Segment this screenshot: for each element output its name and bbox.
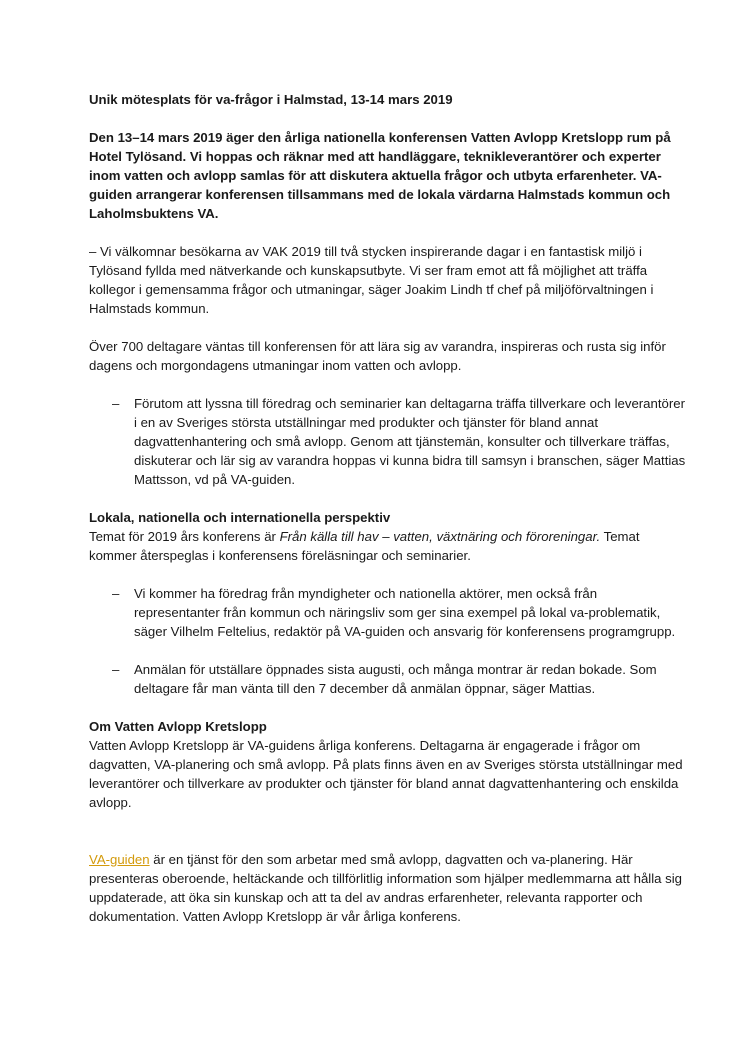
press-release-heading: Unik mötesplats för va-frågor i Halmstad, 13-14 mars 2019 (89, 92, 453, 107)
va-guiden-link[interactable]: VA-guiden (89, 852, 150, 867)
footer-paragraph (89, 850, 686, 926)
quote-bullet-registration (112, 660, 686, 698)
theme-text-start: Temat för 2019 års konferens är (89, 529, 280, 544)
theme-title: Från källa till hav – vatten, växtnäring och föroreningar. (279, 529, 601, 544)
quote-bullet-mattsson (112, 394, 686, 489)
section-title-perspectives: Lokala, nationella och internationella perspektiv (89, 510, 391, 525)
dash-marker: – (112, 586, 120, 601)
quote-bullet-feltelius (112, 584, 686, 641)
dash-marker: – (112, 396, 120, 411)
quote-paragraph-lindh: – Vi välkomnar besökarna av VAK 2019 till två stycken inspirerande dagar i en fantastisk miljö i Tylösand fyllda med nätverkande och kunskapsutbyte. Vi ser fram emot att få möjlighet att träffa kollegor i gemensamma frågor och utmaningar, säger Joakim Lindh tf chef på miljöförvaltningen i Halmstads kommun. (89, 244, 654, 316)
bullet-text: Vi kommer ha föredrag från myndigheter och nationella aktörer, men också från representanter från kommun och näringsliv som ger sina exempel på lokal va-problematik, säger Vilhelm Feltelius, redaktör på VA-guiden och ansvarig för konferensens programgrupp. (134, 586, 676, 639)
about-paragraph: Vatten Avlopp Kretslopp är VA-guidens årliga konferens. Deltagarna är engagerade i frågor om dagvatten, VA-planering och små avlopp. På plats finns även en av Sveriges största utställningar med leverantörer och tillverkare av produkter och tjänster för bland annat dagvattenhantering och enskilda avlopp. (89, 738, 683, 810)
bullet-text: Anmälan för utställare öppnades sista augusti, och många montrar är redan bokade. Som deltagare får man vänta till den 7 december då anmälan öppnar, säger Mattias. (134, 662, 657, 696)
theme-text-end: Temat kommer återspeglas i konferensens föreläsningar och seminarier. (89, 529, 640, 563)
participants-paragraph: Över 700 deltagare väntas till konferensen för att lära sig av varandra, inspireras och rusta sig inför dagens och morgondagens utmaningar inom vatten och avlopp. (89, 339, 666, 373)
theme-paragraph (89, 527, 686, 565)
bullet-text: Förutom att lyssna till föredrag och seminarier kan deltagarna träffa tillverkare och leverantörer i en av Sveriges största utställningar med produkter och tjänster för bland annat dagvattenhantering och små avlopp. Genom att tjänstemän, konsulter och tillverkare träffas, diskuterar och lär sig av varandra hoppas vi kunna bidra till samsyn i branschen, säger Mattias Mattsson, vd på VA-guiden. (134, 396, 686, 487)
dash-marker: – (112, 662, 120, 677)
section-title-about: Om Vatten Avlopp Kretslopp (89, 719, 267, 734)
lead-paragraph: Den 13–14 mars 2019 äger den årliga nationella konferensen Vatten Avlopp Kretslopp rum på Hotel Tylösand. Vi hoppas och räknar med att handläggare, teknikleverantörer och experter inom vatten och avlopp samlas för att diskutera aktuella frågor och utbyta erfarenheter. VA-guiden arrangerar konferensen tillsammans med de lokala värdarna Halmstads kommun och Laholmsbuktens VA. (89, 130, 671, 221)
footer-text: är en tjänst för den som arbetar med små avlopp, dagvatten och va-planering. Här presenteras oberoende, heltäckande och tillförlitlig information som hjälper medlemmarna att hålla sig uppdaterade, att öka sin kunskap och att ta del av andras erfarenheter, relevanta rapporter och dokumentation. Vatten Avlopp Kretslopp är vår årliga konferens. (89, 852, 683, 924)
